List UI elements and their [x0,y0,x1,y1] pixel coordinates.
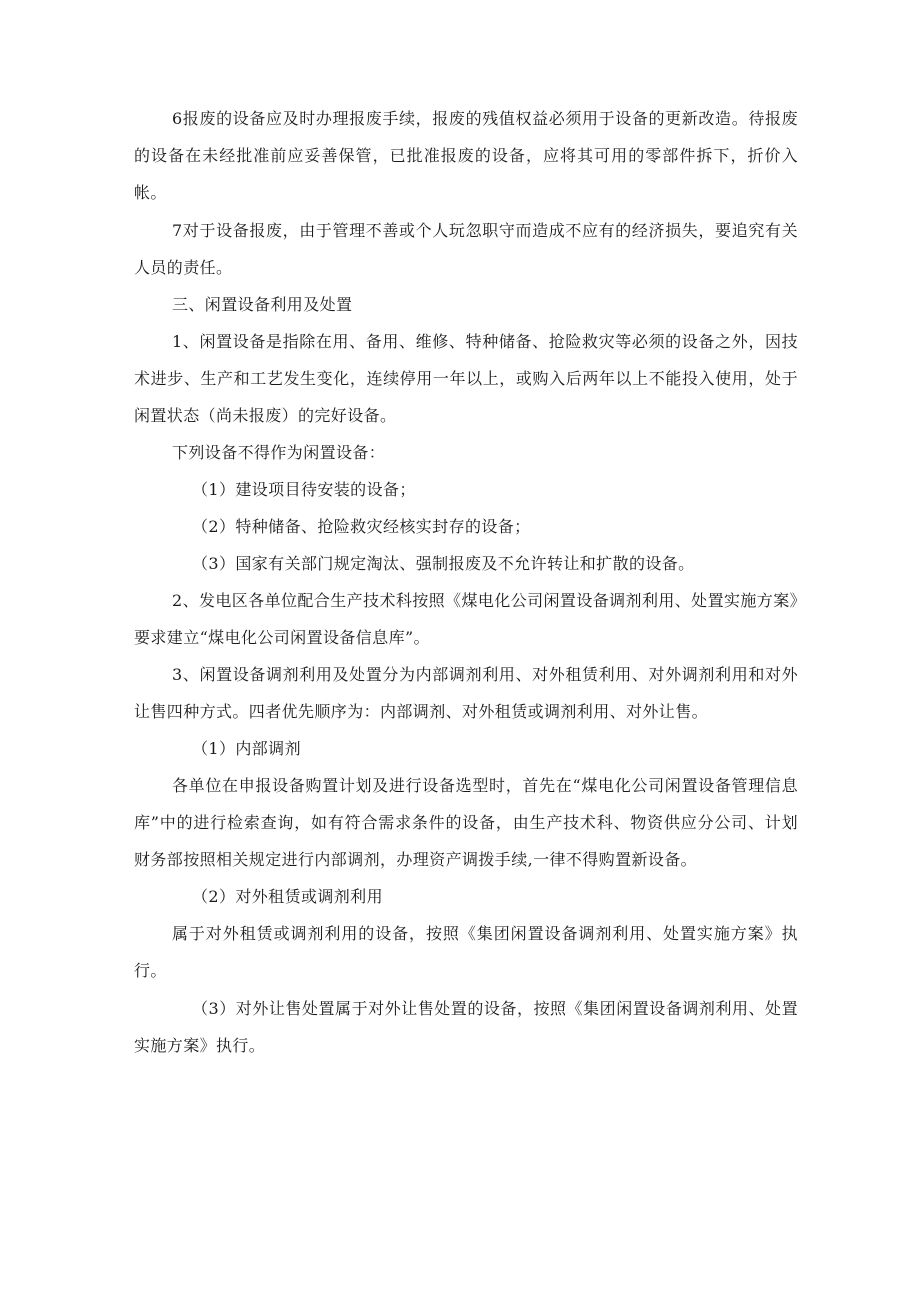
subheading-external-lease: （2）对外租赁或调剂利用 [192,887,383,906]
paragraph-exclusions-intro: 下列设备不得作为闲置设备： [172,443,386,462]
paragraph-internal-allocation: 各单位在申报设备购置计划及进行设备选型时，首先在“煤电化公司闲置设备管理信息库”中的进行检索查询，如有符合需求条件的设备，由生产技术科、物资供应分公司、计划财务部按照相关规定进行内部调剂，办理资产调拨手续,一律不得购置新设备。 [134,776,798,869]
paragraph-3-disposal-methods: 3、闲置设备调剂利用及处置分为内部调剂利用、对外租赁利用、对外调剂利用和对外让售四种方式。四者优先顺序为：内部调剂、对外租赁或调剂利用、对外让售。 [134,665,798,721]
paragraph-external-sale: （3）对外让售处置属于对外让售处置的设备，按照《集团闲置设备调剂利用、处置实施方案》执行。 [134,999,798,1055]
list-item-exclusion-1: （1）建设项目待安装的设备； [192,480,416,499]
paragraph-1-idle-definition: 1、闲置设备是指除在用、备用、维修、特种储备、抢险救灾等必须的设备之外，因技术进步、生产和工艺发生变化，连续停用一年以上，或购入后两年以上不能投入使用，处于闲置状态（尚未报废）的完好设备。 [134,332,798,425]
list-item-exclusion-2: （2）特种储备、抢险救灾经核实封存的设备； [192,517,531,536]
paragraph-6-scrap-handling: 6报废的设备应及时办理报废手续，报废的残值权益必须用于设备的更新改造。待报废的设备在未经批准前应妥善保管，已批准报废的设备，应将其可用的零部件拆下，折价入帐。 [134,109,798,202]
list-item-exclusion-3: （3）国家有关部门规定淘汰、强制报废及不允许转让和扩散的设备。 [192,554,695,573]
paragraph-7-liability: 7对于设备报废，由于管理不善或个人玩忽职守而造成不应有的经济损失，要追究有关人员的责任。 [134,221,798,277]
section-heading-idle-equipment: 三、闲置设备利用及处置 [172,295,353,314]
subheading-internal-allocation: （1）内部调剂 [192,739,301,758]
paragraph-external-lease: 属于对外租赁或调剂利用的设备，按照《集团闲置设备调剂利用、处置实施方案》执行。 [134,924,798,980]
paragraph-2-info-database: 2、发电区各单位配合生产技术科按照《煤电化公司闲置设备调剂利用、处置实施方案》要求建立“煤电化公司闲置设备信息库”。 [134,591,798,647]
